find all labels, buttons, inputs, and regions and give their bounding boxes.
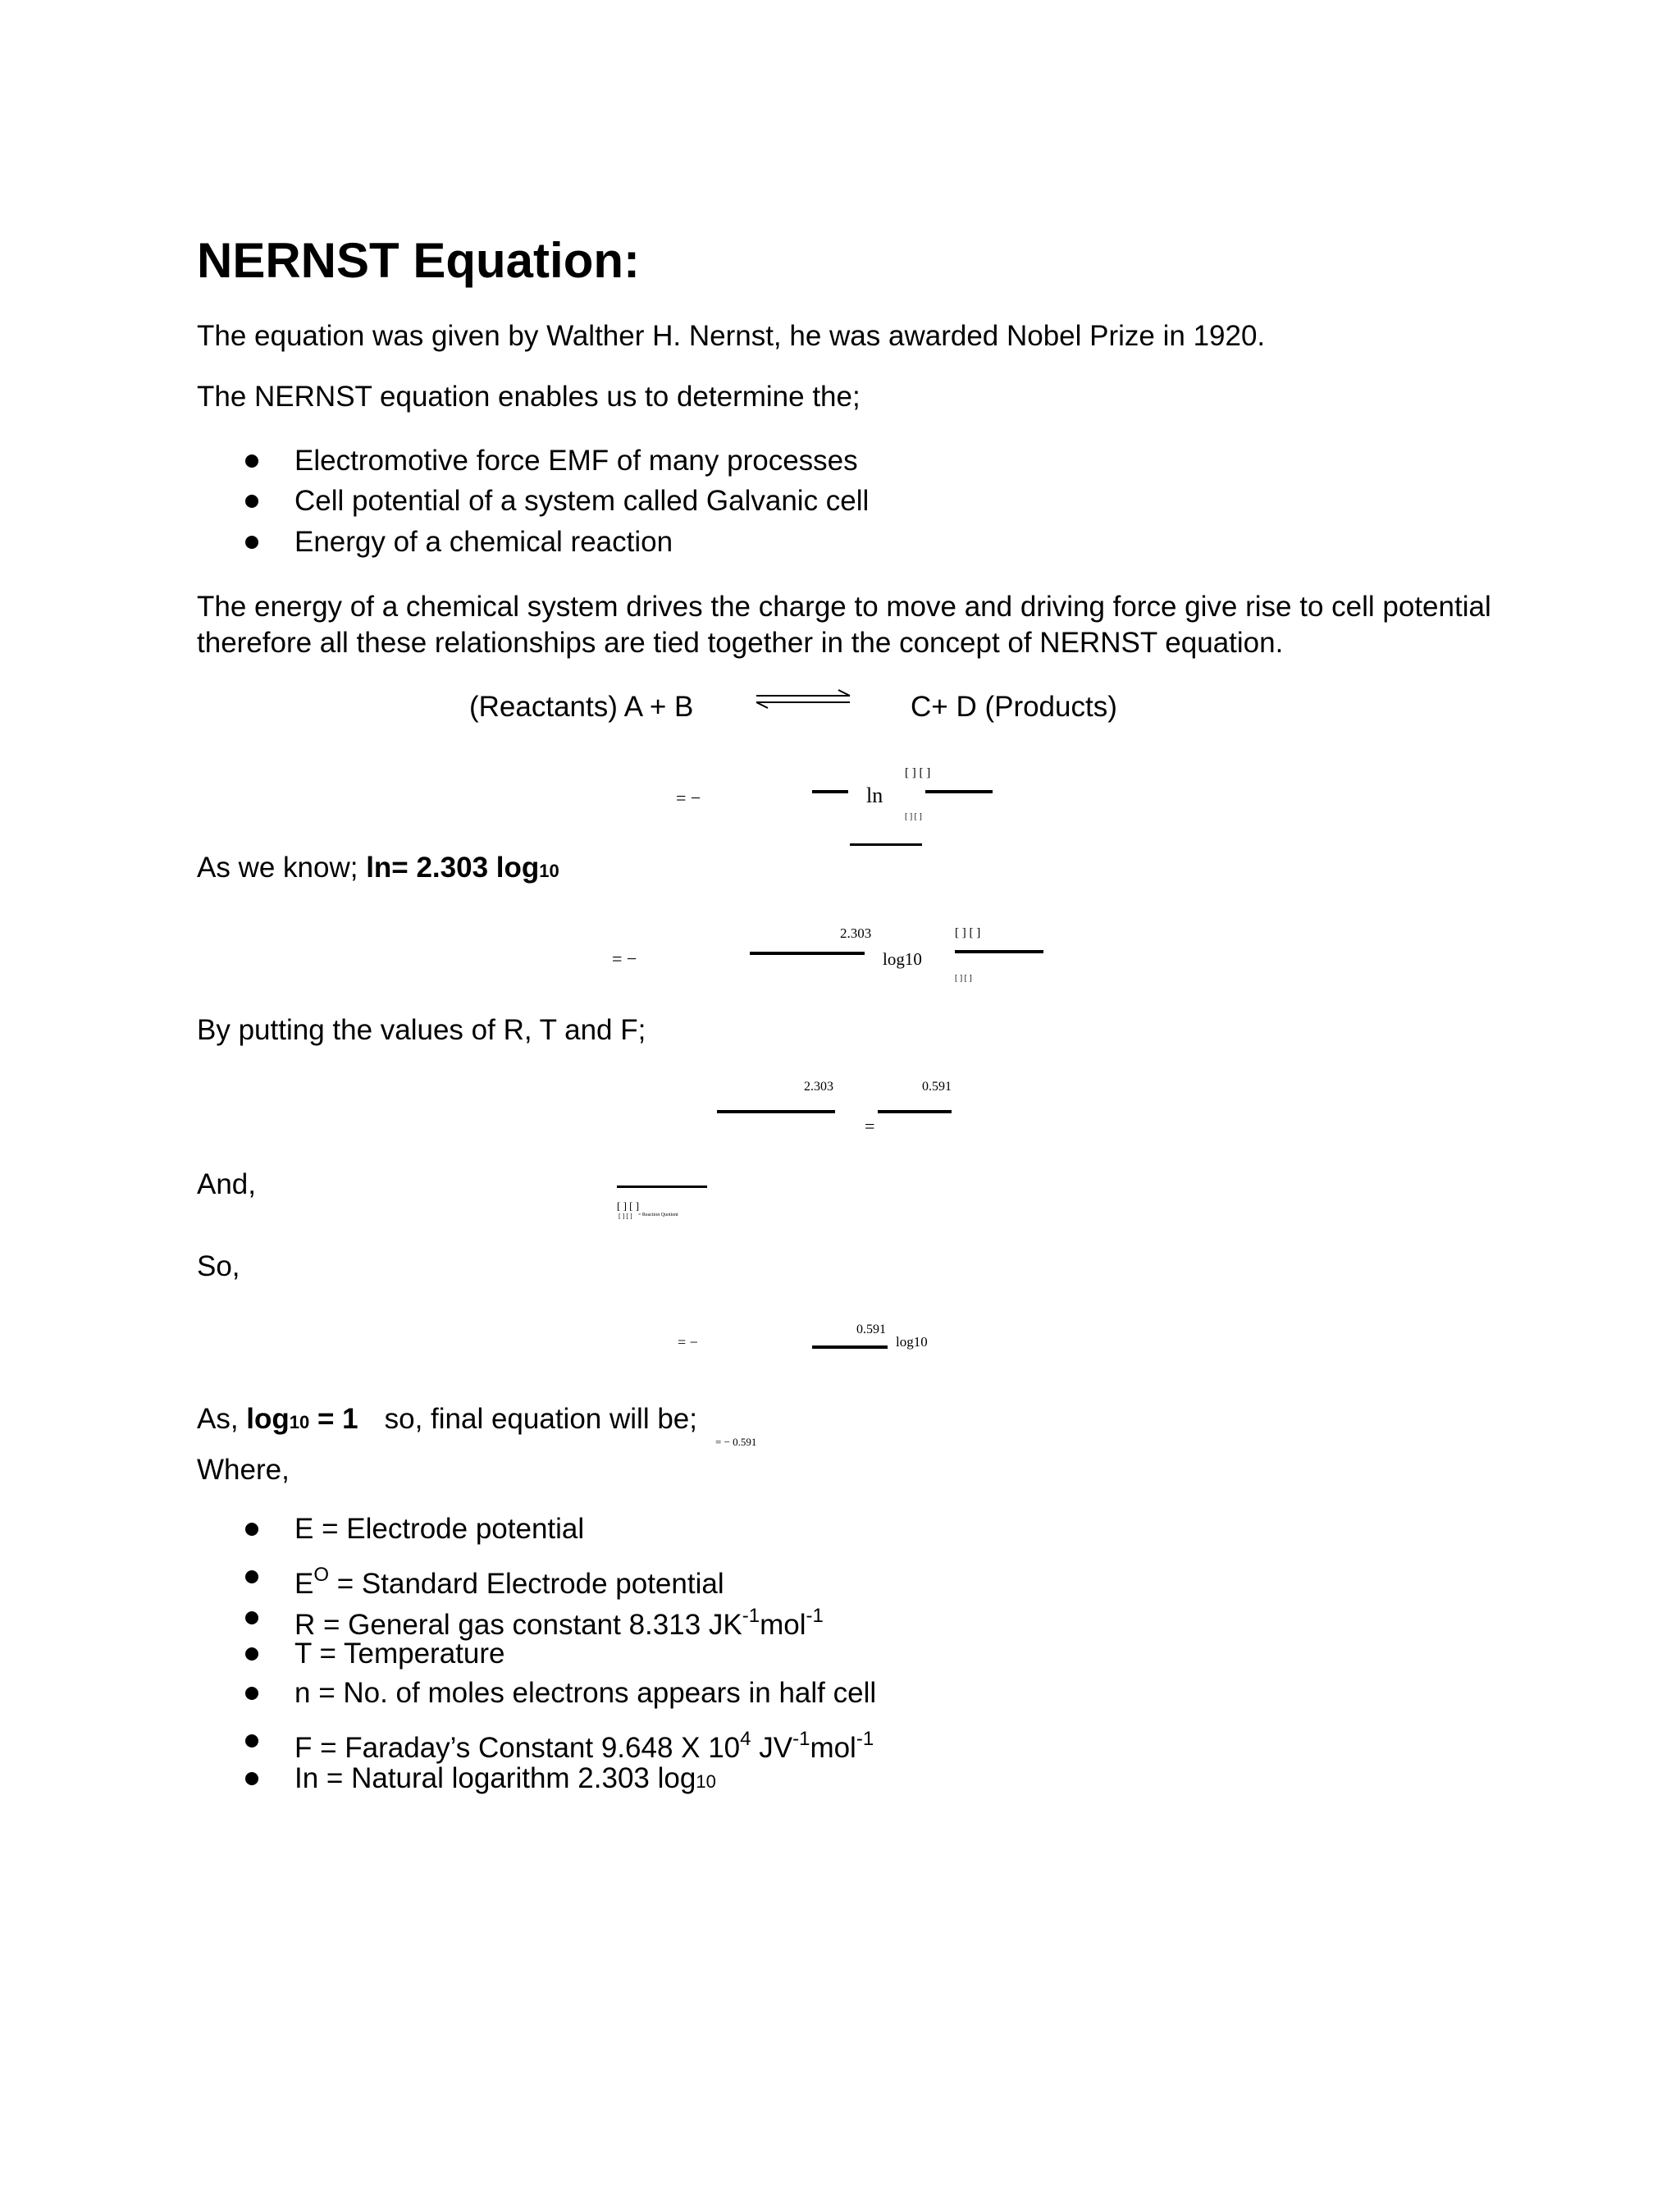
concentration-denominator: [ ] [ ]	[955, 974, 972, 983]
coefficient-2303: 2.303	[840, 925, 872, 941]
coefficient-2303: 2.303	[804, 1080, 833, 1094]
reactants-label: (Reactants) A + B	[469, 691, 694, 723]
fraction-bar	[812, 790, 848, 793]
equals-minus: = −	[676, 788, 701, 808]
list-item-label: Cell potential of a system called Galvanic cell	[294, 485, 870, 517]
log10-symbol: log10	[896, 1334, 928, 1350]
list-item-label: Electromotive force EMF of many processes	[294, 445, 858, 477]
ln-symbol: ln	[866, 783, 883, 807]
paragraph-line-1: The energy of a chemical system drives the charge to move and driving force give rise to cell potential	[197, 591, 1491, 623]
and-text: And,	[197, 1168, 256, 1200]
concentration-denominator: [ ] [ ]	[905, 812, 922, 821]
fraction-bar	[878, 1110, 952, 1113]
concentration-numerator: [ ] [ ]	[905, 766, 931, 779]
coefficient-0591: 0.591	[856, 1323, 886, 1336]
definition-n: n = No. of moles electrons appears in half cell	[294, 1677, 877, 1709]
definition-ln: In = Natural logarithm 2.303 log10	[294, 1762, 716, 1794]
bullet-icon	[245, 495, 258, 508]
equilibrium-arrow-icon	[753, 688, 856, 710]
fraction-bar	[925, 790, 993, 793]
equals-sign: =	[865, 1116, 875, 1136]
paragraph-line-2: therefore all these relationships are tied together in the concept of NERNST equation.	[197, 627, 1284, 659]
bullet-icon	[245, 1570, 258, 1583]
definition-t: T = Temperature	[294, 1638, 505, 1670]
final-equation: = − 0.591	[715, 1436, 757, 1448]
bullet-icon	[245, 455, 258, 468]
list-item	[294, 1723, 874, 1766]
log10-symbol: log10	[883, 949, 922, 969]
bullet-icon	[245, 1647, 258, 1661]
final-equation-text: As, log10 = 1 so, final equation will be;	[197, 1403, 697, 1435]
equals-minus: = −	[678, 1334, 698, 1350]
putting-values-text: By putting the values of R, T and F;	[197, 1014, 646, 1046]
so-text: So,	[197, 1250, 240, 1282]
fraction-bar	[812, 1345, 888, 1349]
bullet-icon	[245, 1734, 258, 1747]
enables-text: The NERNST equation enables us to determine the;	[197, 381, 861, 413]
equals-minus: = −	[612, 948, 637, 969]
fraction-bar	[617, 1186, 707, 1188]
list-item	[294, 524, 673, 560]
list-item	[294, 1761, 716, 1800]
page-title: NERNST Equation:	[197, 233, 640, 288]
list-item	[294, 443, 858, 479]
list-item	[294, 483, 869, 519]
concentration-numerator: [ ] [ ]	[955, 926, 981, 939]
as-we-know-text: As we know; ln= 2.303 log10	[197, 852, 559, 884]
fraction-bar	[750, 952, 865, 955]
fraction-bar	[717, 1110, 835, 1113]
concentration-denominator: [ ] [ ]	[619, 1213, 632, 1220]
bullet-icon	[245, 1611, 258, 1624]
products-label: C+ D (Products)	[911, 691, 1117, 723]
definition-eo: $E^O$ = Standard Electrode potential	[294, 1564, 724, 1600]
definition-r: R = General gas constant 8.313 $JK^{-1}mol^{-1}$	[294, 1605, 824, 1641]
bullet-icon	[245, 1523, 258, 1536]
list-item	[294, 1675, 876, 1711]
where-text: Where,	[197, 1454, 290, 1486]
list-item	[294, 1636, 504, 1672]
intro-text: The equation was given by Walther H. Nernst, he was awarded Nobel Prize in 1920.	[197, 320, 1266, 352]
definition-f: F = Faraday’s Constant 9.648 X $10^4$ $JV^{-1}mol^{-1}$	[294, 1728, 874, 1764]
concentration-numerator: [ ] [ ]	[617, 1199, 640, 1212]
list-item	[294, 1511, 584, 1547]
bullet-icon	[245, 536, 258, 549]
list-item-label: Energy of a chemical reaction	[294, 526, 673, 558]
fraction-bar	[850, 843, 922, 846]
coefficient-0591: 0.591	[922, 1080, 952, 1094]
fraction-bar	[955, 950, 1043, 953]
reaction-quotient-label: = Reaction Quotient	[638, 1213, 678, 1217]
definition-e: E = Electrode potential	[294, 1513, 585, 1545]
bullet-icon	[245, 1772, 258, 1785]
bullet-icon	[245, 1687, 258, 1700]
list-item	[294, 1559, 724, 1602]
